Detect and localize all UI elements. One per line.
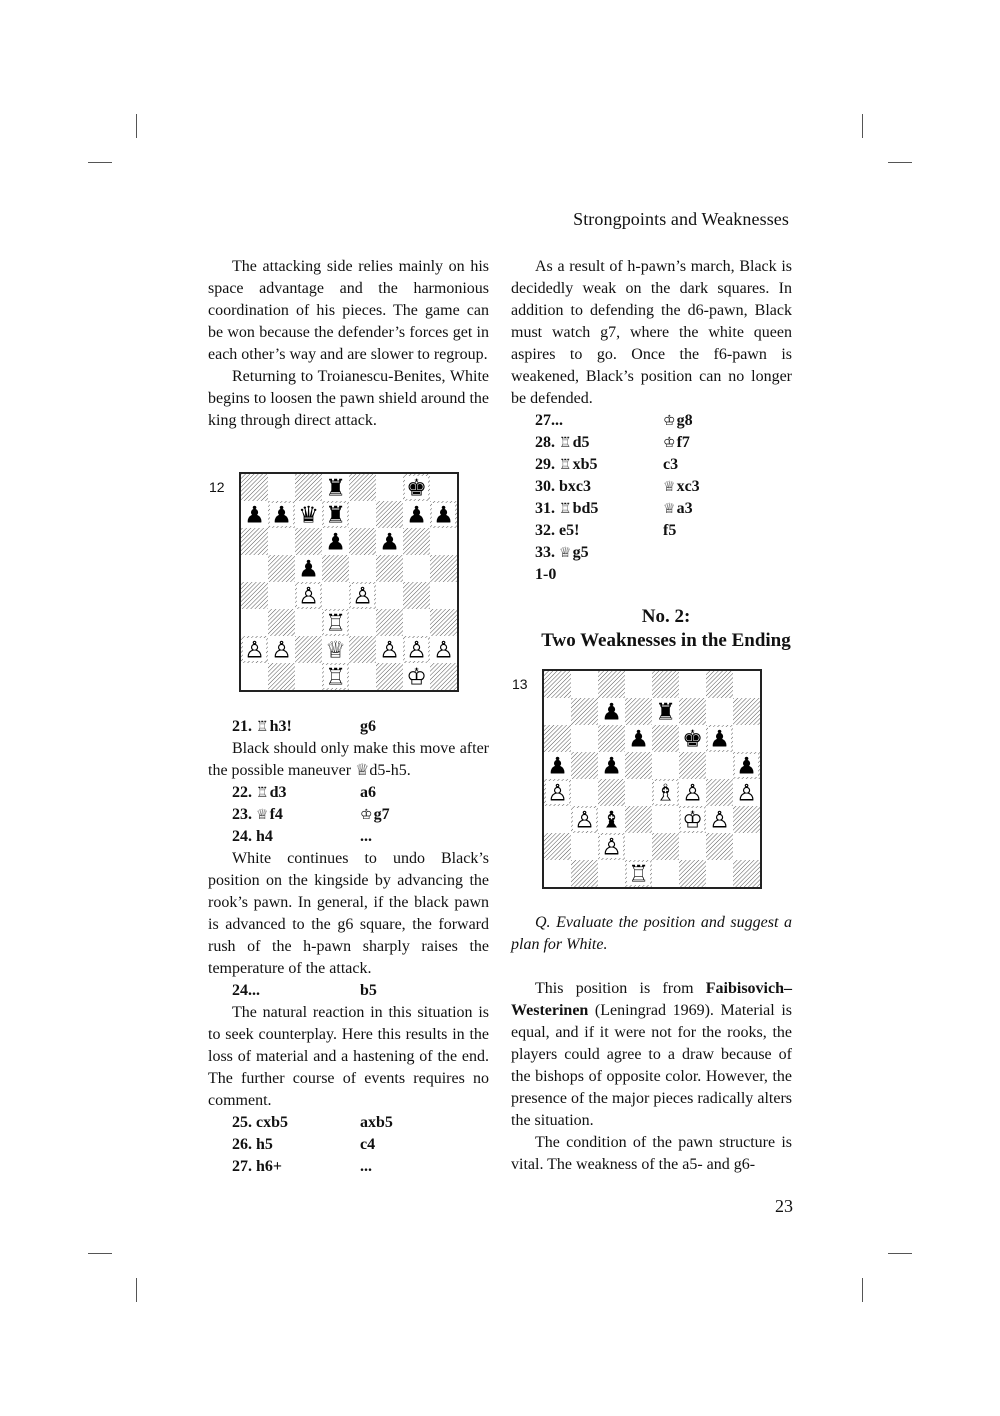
move-text: bd5 [572, 500, 599, 517]
move-number: 30. [535, 478, 559, 495]
white-move [232, 782, 286, 805]
paragraph: Black should only make this move after the possible maneuver ♕d5-h5. [208, 740, 489, 779]
white-move [232, 1134, 273, 1156]
black-move [663, 432, 690, 455]
black-piece-icon: ♟ [271, 502, 292, 529]
board-13-svg [544, 671, 760, 887]
move-text: h4 [256, 828, 273, 845]
dark-square [241, 474, 268, 501]
black-move [360, 804, 390, 827]
move-number: 31. [535, 500, 559, 517]
piece-figurine-icon: ♖ [256, 720, 269, 735]
move-number: 1-0 [535, 566, 557, 583]
move-text: c3 [663, 456, 679, 473]
piece-figurine-icon: ♖ [559, 436, 572, 451]
move-line [511, 454, 792, 476]
move-line [208, 782, 489, 804]
move-text: h6+ [256, 1158, 283, 1175]
black-move [663, 410, 693, 433]
piece-figurine-icon: ♖ [559, 458, 572, 473]
running-header: Strongpoints and Weaknesses [573, 209, 789, 229]
move-text: g6 [360, 718, 376, 735]
move-line [208, 1156, 489, 1178]
black-piece-icon: ♟ [298, 556, 319, 583]
dark-square [706, 833, 733, 860]
crop-mark [888, 1253, 912, 1254]
section-number: No. 2: [641, 606, 691, 627]
black-piece-icon: ♚ [682, 726, 703, 753]
dark-square [349, 528, 376, 555]
dark-square [295, 636, 322, 663]
dark-square [268, 663, 295, 690]
white-piece-icon: ♖ [325, 664, 346, 690]
player-names: Faibisovich–Westerinen [511, 980, 792, 1019]
dark-square [571, 698, 598, 725]
dark-square [706, 779, 733, 806]
white-piece-icon: ♙ [244, 637, 265, 664]
chess-board-diagram-12 [239, 472, 459, 692]
left-column-top [208, 256, 489, 432]
dark-square [733, 860, 760, 887]
black-piece-icon: ♟ [244, 502, 265, 529]
move-number: 23. [232, 806, 256, 823]
move-number: 29. [535, 456, 559, 473]
piece-figurine-icon: ♔ [360, 808, 373, 823]
move-line [208, 1134, 489, 1156]
dark-square [268, 609, 295, 636]
move-number: 27. [232, 1158, 256, 1175]
move-line [511, 432, 792, 454]
move-text: c4 [360, 1136, 376, 1153]
white-move [232, 716, 292, 739]
move-number: 21. [232, 718, 256, 735]
paragraph: The attacking side relies mainly on his space advantage and the harmonious coordination of his pieces. The game can be won because the defender’s forces get in each other’s way and are slower to regroup. [208, 258, 489, 363]
move-number: 24... [232, 982, 260, 999]
dark-square [598, 779, 625, 806]
black-piece-icon: ♟ [379, 529, 400, 556]
section-heading: Two Weaknesses in the Ending [541, 630, 791, 651]
chess-board-diagram-13 [542, 669, 762, 889]
move-text: h5 [256, 1136, 273, 1153]
piece-figurine-icon: ♕ [256, 808, 269, 823]
white-piece-icon: ♔ [682, 807, 703, 834]
white-piece-icon: ♙ [298, 583, 319, 610]
move-text: ... [360, 828, 372, 845]
white-piece-icon: ♙ [406, 637, 427, 664]
white-move [232, 804, 283, 827]
dark-square [544, 833, 571, 860]
dark-square [625, 806, 652, 833]
move-number: 26. [232, 1136, 256, 1153]
text: (Leningrad 1969). Material is equal, and if it were not for the rooks, the players could agree to a draw because of the bishops of opposite color. However, the presence of the major pieces radically alters the situation. [511, 1002, 792, 1129]
white-move [232, 826, 273, 848]
black-piece-icon: ♜ [655, 699, 676, 726]
dark-square [679, 860, 706, 887]
dark-square [733, 806, 760, 833]
black-piece-icon: ♜ [325, 475, 346, 502]
move-number: 27... [535, 412, 563, 429]
dark-square [376, 501, 403, 528]
white-move [535, 564, 556, 586]
dark-square [376, 555, 403, 582]
move-text: bxc3 [559, 478, 591, 495]
white-move [535, 410, 563, 432]
black-move [663, 476, 700, 499]
black-piece-icon: ♟ [547, 753, 568, 780]
paragraph: White continues to undo Black’s position on the kingside by advancing the rook’s pawn. In general, if the black pawn is advanced to the g6 square, the forward rush of the h-pawn sharply raises the temperature of the attack. [208, 850, 489, 977]
dark-square [295, 528, 322, 555]
dark-square [544, 725, 571, 752]
move-line [208, 826, 489, 848]
white-move [535, 454, 597, 477]
dark-square [241, 582, 268, 609]
move-number: 33. [535, 544, 559, 561]
white-piece-icon: ♗ [655, 780, 676, 807]
move-text: g7 [373, 806, 390, 823]
white-move [535, 498, 598, 521]
black-move [360, 1134, 375, 1156]
move-line [208, 980, 489, 1002]
move-text: axb5 [360, 1114, 393, 1131]
move-line [511, 498, 792, 520]
move-line [511, 476, 792, 498]
black-piece-icon: ♟ [628, 726, 649, 753]
move-number: 25. [232, 1114, 256, 1131]
paragraph: Returning to Troianescu-Benites, White begins to loosen the pawn shield around the king through direct attack. [208, 368, 489, 429]
move-text: d3 [269, 784, 287, 801]
crop-mark [862, 1278, 863, 1302]
white-move [535, 476, 591, 498]
dark-square [430, 555, 457, 582]
black-piece-icon: ♟ [433, 502, 454, 529]
black-move [360, 980, 377, 1002]
dark-square [679, 752, 706, 779]
black-move [360, 826, 372, 848]
black-move [663, 498, 693, 521]
paragraph [511, 978, 792, 1132]
dark-square [571, 860, 598, 887]
dark-square [598, 725, 625, 752]
piece-figurine-icon: ♕ [663, 502, 676, 517]
page-number: 23 [775, 1196, 793, 1216]
dark-square [403, 582, 430, 609]
black-move [360, 1156, 372, 1178]
white-piece-icon: ♙ [352, 583, 373, 610]
move-line [208, 1112, 489, 1134]
white-move [535, 432, 589, 455]
dark-square [403, 528, 430, 555]
black-piece-icon: ♟ [325, 529, 346, 556]
move-text: a6 [360, 784, 376, 801]
right-column-top [511, 256, 792, 586]
white-piece-icon: ♙ [682, 780, 703, 807]
move-line [511, 564, 792, 586]
move-line [511, 410, 792, 432]
dark-square [295, 474, 322, 501]
piece-figurine-icon: ♕ [663, 480, 676, 495]
dark-square [571, 752, 598, 779]
move-number: 28. [535, 434, 559, 451]
white-move [232, 1156, 282, 1178]
move-number: 32. [535, 522, 559, 539]
black-piece-icon: ♟ [736, 753, 757, 780]
diagram-number: 13 [512, 676, 528, 692]
crop-mark [136, 114, 137, 138]
move-line [208, 716, 489, 738]
diagram-number: 12 [209, 479, 225, 495]
black-piece-icon: ♛ [298, 502, 319, 529]
move-line [511, 520, 792, 542]
crop-mark [88, 1253, 112, 1254]
piece-figurine-icon: ♔ [663, 436, 676, 451]
move-text: xb5 [572, 456, 598, 473]
board-12-svg [241, 474, 457, 690]
black-move [360, 1112, 393, 1134]
dark-square [376, 663, 403, 690]
dark-square [349, 474, 376, 501]
move-text: f7 [676, 434, 690, 451]
move-text: f5 [663, 522, 677, 539]
dark-square [625, 698, 652, 725]
black-piece-icon: ♟ [601, 699, 622, 726]
piece-figurine-icon: ♖ [256, 786, 269, 801]
white-piece-icon: ♙ [271, 637, 292, 664]
move-text: cxb5 [256, 1114, 288, 1131]
white-move [535, 542, 589, 565]
move-text: xc3 [676, 478, 700, 495]
left-column-bottom [208, 716, 489, 1178]
text: This position is from [535, 980, 706, 997]
move-text: g5 [572, 544, 589, 561]
dark-square [241, 528, 268, 555]
move-number: 24. [232, 828, 256, 845]
piece-figurine-icon: ♖ [559, 502, 572, 517]
dark-square [376, 609, 403, 636]
black-move [360, 782, 376, 804]
crop-mark [136, 1278, 137, 1302]
move-line [208, 804, 489, 826]
white-piece-icon: ♙ [547, 780, 568, 807]
black-piece-icon: ♟ [709, 726, 730, 753]
dark-square [268, 555, 295, 582]
white-move [232, 1112, 288, 1134]
dark-square [598, 671, 625, 698]
dark-square [706, 671, 733, 698]
crop-mark [888, 162, 912, 163]
black-piece-icon: ♟ [406, 502, 427, 529]
white-piece-icon: ♙ [574, 807, 595, 834]
white-piece-icon: ♙ [709, 807, 730, 834]
piece-figurine-icon: ♔ [663, 414, 676, 429]
dark-square [652, 671, 679, 698]
dark-square [544, 671, 571, 698]
move-text: ... [360, 1158, 372, 1175]
white-piece-icon: ♙ [379, 637, 400, 664]
black-move [360, 716, 376, 738]
white-piece-icon: ♖ [325, 610, 346, 637]
right-column-bottom [511, 912, 792, 1176]
move-text: g8 [676, 412, 693, 429]
black-piece-icon: ♜ [325, 502, 346, 529]
white-piece-icon: ♙ [433, 637, 454, 664]
dark-square [733, 698, 760, 725]
move-text: f4 [269, 806, 283, 823]
black-move [663, 454, 678, 476]
move-text: a3 [676, 500, 693, 517]
dark-square [652, 833, 679, 860]
move-text: h3! [269, 718, 292, 735]
move-text: b5 [360, 982, 377, 999]
dark-square [652, 725, 679, 752]
paragraph: The natural reaction in this situation is to seek counterplay. Here this results in the loss of material and a hastening of the end. The further course of events requires no comment. [208, 1004, 489, 1109]
section-title [511, 605, 821, 653]
move-number: 22. [232, 784, 256, 801]
white-move [535, 520, 579, 542]
dark-square [430, 663, 457, 690]
white-piece-icon: ♙ [736, 780, 757, 807]
dark-square [430, 609, 457, 636]
move-line [511, 542, 792, 564]
dark-square [322, 555, 349, 582]
piece-figurine-icon: ♕ [559, 546, 572, 561]
crop-mark [862, 114, 863, 138]
move-text: d5 [572, 434, 590, 451]
black-piece-icon: ♝ [601, 807, 622, 834]
white-piece-icon: ♕ [325, 637, 346, 664]
dark-square [679, 698, 706, 725]
white-move [232, 980, 260, 1002]
question: Q. Evaluate the position and suggest a plan for White. [511, 914, 792, 953]
dark-square [625, 752, 652, 779]
black-piece-icon: ♚ [406, 475, 427, 502]
move-text: e5! [559, 522, 580, 539]
white-piece-icon: ♔ [406, 664, 427, 690]
crop-mark [88, 162, 112, 163]
paragraph: As a result of h-pawn’s march, Black is decidedly weak on the dark squares. In addition to defending the d6-pawn, Black must watch g7, where the white queen aspires to go. Once the f6-pawn is weakened, Black’s position can no longer be defended. [511, 258, 792, 407]
black-piece-icon: ♟ [601, 753, 622, 780]
white-piece-icon: ♖ [628, 861, 649, 887]
paragraph: The condition of the pawn structure is vital. The weakness of the a5- and g6- [511, 1134, 792, 1173]
black-move [663, 520, 676, 542]
white-piece-icon: ♙ [601, 834, 622, 861]
dark-square [349, 636, 376, 663]
